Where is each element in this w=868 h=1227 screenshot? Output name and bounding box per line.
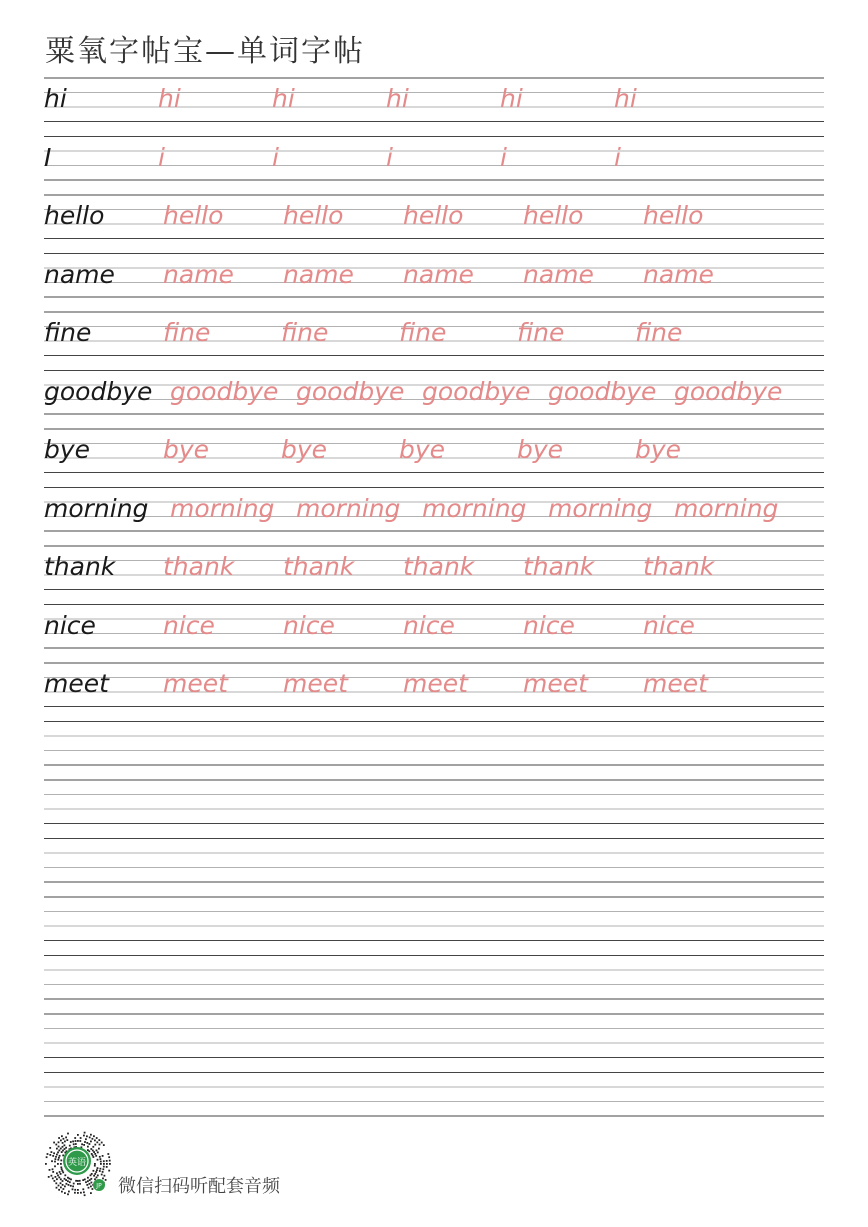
trace-word: nice — [403, 610, 455, 640]
trace-word: goodbye — [674, 376, 783, 406]
qr-dot — [94, 1178, 96, 1180]
trace-word: goodbye — [548, 376, 657, 406]
qr-dot — [97, 1152, 99, 1154]
qr-dot — [93, 1170, 95, 1172]
qr-dot — [60, 1182, 62, 1184]
trace-word: hello — [163, 201, 224, 230]
trace-word: name — [163, 259, 234, 289]
qr-dot — [104, 1175, 106, 1177]
qr-dot — [80, 1192, 82, 1194]
qr-dot — [89, 1179, 91, 1181]
qr-dot — [60, 1148, 62, 1150]
qr-dot — [77, 1183, 79, 1185]
trace-word: nice — [643, 610, 695, 640]
qr-dot — [96, 1137, 98, 1139]
qr-dot — [62, 1180, 64, 1182]
qr-dot — [103, 1160, 105, 1162]
qr-dot — [62, 1172, 64, 1174]
qr-dot — [86, 1184, 88, 1186]
qr-dot — [67, 1180, 69, 1182]
qr-dot — [100, 1168, 102, 1170]
qr-dot — [96, 1150, 98, 1152]
qr-dot — [64, 1192, 66, 1194]
qr-dot — [66, 1139, 68, 1141]
qr-dot — [87, 1180, 89, 1182]
qr-dot — [77, 1180, 79, 1182]
trace-word: meet — [283, 669, 348, 698]
qr-dot — [69, 1145, 71, 1147]
model-word: goodbye — [44, 376, 153, 406]
qr-corner-text: JP — [96, 1182, 102, 1190]
qr-dot — [83, 1135, 85, 1137]
qr-dot — [56, 1187, 58, 1189]
qr-dot — [62, 1142, 64, 1144]
qr-dot — [67, 1193, 69, 1195]
trace-word: i — [158, 142, 165, 172]
trace-word: meet — [403, 669, 468, 698]
qr-dot — [100, 1163, 102, 1165]
model-word: morning — [44, 493, 149, 523]
page-title: 粟氧字帖宝—单词字帖 — [45, 34, 365, 69]
qr-dot — [93, 1135, 95, 1137]
qr-dot — [51, 1151, 53, 1153]
trace-word: name — [283, 259, 354, 289]
qr-dot — [65, 1179, 67, 1181]
trace-word: hello — [643, 201, 704, 230]
qr-dot — [109, 1163, 111, 1165]
trace-word: hi — [386, 84, 409, 113]
qr-dot — [52, 1155, 54, 1157]
trace-word: morning — [674, 493, 779, 523]
qr-dot — [73, 1183, 75, 1185]
trace-word: fine — [399, 318, 447, 347]
trace-word: morning — [296, 493, 401, 523]
qr-dot — [64, 1174, 66, 1176]
qr-dot — [55, 1156, 57, 1158]
qr-dot — [89, 1143, 91, 1145]
qr-dot — [77, 1134, 79, 1136]
qr-dot — [87, 1177, 89, 1179]
trace-word: meet — [523, 669, 588, 698]
qr-dot — [75, 1143, 77, 1145]
qr-dot — [63, 1188, 65, 1190]
trace-word: goodbye — [422, 376, 531, 406]
trace-word: bye — [163, 435, 210, 464]
qr-dot — [82, 1188, 84, 1190]
qr-dot — [58, 1157, 60, 1159]
trace-word: thank — [163, 552, 235, 581]
qr-dot — [84, 1179, 86, 1181]
qr-dot — [84, 1194, 86, 1196]
qr-dot — [95, 1171, 97, 1173]
word-row — [44, 312, 844, 348]
qr-dot — [108, 1156, 110, 1158]
qr-dot — [55, 1182, 57, 1184]
word-row — [44, 429, 844, 465]
qr-dot — [60, 1178, 62, 1180]
qr-dot — [90, 1174, 92, 1176]
qr-dot — [96, 1169, 98, 1171]
qr-dot — [96, 1141, 98, 1143]
model-word: nice — [44, 610, 96, 640]
model-word: bye — [44, 435, 91, 464]
qr-dot — [70, 1185, 72, 1187]
qr-dot — [72, 1186, 74, 1188]
qr-dot — [92, 1138, 94, 1140]
qr-dot — [86, 1142, 88, 1144]
trace-word: bye — [517, 435, 564, 464]
trace-word: fine — [517, 318, 565, 347]
trace-word: fine — [163, 318, 211, 347]
qr-dot — [77, 1192, 79, 1194]
qr-dot — [97, 1159, 99, 1161]
word-row — [44, 195, 844, 231]
qr-dot — [64, 1186, 66, 1188]
qr-dot — [60, 1140, 62, 1142]
trace-word: bye — [399, 435, 446, 464]
trace-word: goodbye — [170, 376, 279, 406]
model-word: I — [44, 142, 52, 172]
qr-dot — [93, 1151, 95, 1153]
word-row — [44, 663, 844, 699]
qr-dot — [98, 1148, 100, 1150]
trace-word: fine — [281, 318, 329, 347]
qr-dot — [79, 1183, 81, 1185]
qr-dot — [86, 1135, 88, 1137]
trace-word: goodbye — [296, 376, 405, 406]
qr-dot — [100, 1158, 102, 1160]
qr-dot — [94, 1144, 96, 1146]
qr-dot — [103, 1166, 105, 1168]
qr-dot — [90, 1186, 92, 1188]
qr-dot — [60, 1163, 62, 1165]
trace-word: i — [500, 142, 507, 172]
model-word: hello — [44, 201, 105, 230]
qr-dot — [47, 1153, 49, 1155]
qr-dot — [54, 1165, 56, 1167]
qr-dot — [60, 1167, 62, 1169]
qr-dot — [100, 1161, 102, 1163]
qr-dot — [66, 1183, 68, 1185]
qr-dot — [68, 1184, 70, 1186]
qr-dot — [58, 1185, 60, 1187]
qr-dot — [56, 1178, 58, 1180]
trace-word: meet — [163, 669, 228, 698]
qr-dot — [55, 1176, 57, 1178]
word-row — [44, 605, 844, 641]
qr-dot — [99, 1170, 101, 1172]
qr-dot — [108, 1170, 110, 1172]
word-row — [44, 254, 844, 290]
qr-dot — [62, 1184, 64, 1186]
qr-dot — [45, 1163, 47, 1165]
qr-dot — [70, 1141, 72, 1143]
trace-word: thank — [403, 552, 475, 581]
trace-word: hi — [614, 84, 637, 113]
qr-dot — [57, 1163, 59, 1165]
qr-dot — [84, 1132, 86, 1134]
qr-dot — [64, 1148, 66, 1150]
model-word: name — [44, 259, 115, 289]
trace-word: name — [403, 259, 474, 289]
qr-dot — [60, 1173, 62, 1175]
qr-dot — [94, 1163, 96, 1165]
qr-dot — [81, 1143, 83, 1145]
qr-dot — [97, 1175, 99, 1177]
qr-dot — [58, 1189, 60, 1191]
qr-dot — [75, 1180, 77, 1182]
trace-word: i — [272, 142, 279, 172]
model-word: fine — [44, 318, 92, 347]
qr-dot — [94, 1153, 96, 1155]
qr-dot — [72, 1188, 74, 1190]
trace-word: morning — [422, 493, 527, 523]
qr-dot — [97, 1167, 99, 1169]
qr-dot — [60, 1160, 62, 1162]
qr-dot — [51, 1175, 53, 1177]
qr-dot — [49, 1154, 51, 1156]
qr-dot — [75, 1140, 77, 1142]
qr-dot — [57, 1175, 59, 1177]
qr-dot — [79, 1140, 81, 1142]
qr-dot — [80, 1137, 82, 1139]
qr-dot — [105, 1179, 107, 1181]
qr-dot — [102, 1168, 104, 1170]
trace-word: fine — [635, 318, 683, 347]
qr-dot — [58, 1150, 60, 1152]
qr-dot — [73, 1143, 75, 1145]
qr-dot — [52, 1171, 54, 1173]
qr-dot — [88, 1150, 90, 1152]
qr-dot — [89, 1183, 91, 1185]
qr-dot — [65, 1137, 67, 1139]
qr-dot — [94, 1165, 96, 1167]
qr-dot — [87, 1146, 89, 1148]
qr-dot — [77, 1189, 79, 1191]
qr-dot — [85, 1181, 87, 1183]
model-word: thank — [44, 552, 116, 581]
qr-dot — [102, 1178, 104, 1180]
qr-dot — [92, 1146, 94, 1148]
qr-dot — [58, 1137, 60, 1139]
qr-dot — [51, 1160, 53, 1162]
qr-dot — [68, 1191, 70, 1193]
qr-dot — [90, 1141, 92, 1143]
qr-dot — [92, 1155, 94, 1157]
qr-dot — [53, 1152, 55, 1154]
qr-dot — [48, 1176, 50, 1178]
qr-dot — [61, 1151, 63, 1153]
trace-word: hello — [283, 201, 344, 230]
trace-word: morning — [548, 493, 653, 523]
qr-dot — [94, 1173, 96, 1175]
qr-dot — [58, 1141, 60, 1143]
trace-word: i — [614, 142, 621, 172]
qr-dot — [55, 1158, 57, 1160]
qr-dot — [57, 1159, 59, 1161]
qr-dot — [91, 1182, 93, 1184]
qr-dot — [99, 1156, 101, 1158]
qr-dot — [65, 1147, 67, 1149]
trace-word: name — [643, 259, 714, 289]
qr-dot — [64, 1141, 66, 1143]
qr-dot — [92, 1150, 94, 1152]
qr-dot — [101, 1174, 103, 1176]
qr-dot — [62, 1155, 64, 1157]
trace-word: hi — [158, 84, 181, 113]
qr-dot — [49, 1169, 51, 1171]
trace-word: morning — [170, 493, 275, 523]
footer-caption: 微信扫码听配套音频 — [118, 1176, 280, 1197]
qr-dot — [74, 1189, 76, 1191]
trace-word: thank — [643, 552, 715, 581]
qr-dot — [90, 1134, 92, 1136]
qr-dot — [84, 1141, 86, 1143]
qr-dot — [64, 1144, 66, 1146]
qr-dot — [103, 1163, 105, 1165]
qr-dot — [56, 1148, 58, 1150]
model-word: hi — [44, 84, 67, 113]
qr-dot — [59, 1155, 61, 1157]
qr-dot — [82, 1179, 84, 1181]
qr-dot — [102, 1155, 104, 1157]
qr-dot — [61, 1135, 63, 1137]
qr-dot — [58, 1177, 60, 1179]
footer — [42, 1128, 342, 1198]
trace-word: nice — [523, 610, 575, 640]
qr-dot — [89, 1137, 91, 1139]
model-word: meet — [44, 669, 109, 698]
qr-dot — [92, 1188, 94, 1190]
qr-dot — [61, 1168, 63, 1170]
qr-dot — [106, 1166, 108, 1168]
trace-word: name — [523, 259, 594, 289]
qr-dot — [109, 1160, 111, 1162]
qr-dot — [56, 1172, 58, 1174]
qr-dot — [90, 1178, 92, 1180]
qr-dot — [63, 1138, 65, 1140]
trace-word: thank — [523, 552, 595, 581]
qr-dot — [93, 1156, 95, 1158]
qr-dot — [70, 1179, 72, 1181]
qr-dot — [79, 1180, 81, 1182]
trace-word: bye — [281, 435, 328, 464]
qr-dot — [52, 1178, 54, 1180]
qr-dot — [85, 1138, 87, 1140]
qr-code-icon[interactable] — [42, 1128, 112, 1198]
trace-word: nice — [163, 610, 215, 640]
qr-dot — [77, 1140, 79, 1142]
trace-word: nice — [283, 610, 335, 640]
qr-dot — [95, 1155, 97, 1157]
qr-dot — [56, 1154, 58, 1156]
qr-dot — [54, 1161, 56, 1163]
qr-dot — [74, 1137, 76, 1139]
qr-dot — [101, 1142, 103, 1144]
qr-dot — [72, 1141, 74, 1143]
qr-dot — [102, 1171, 104, 1173]
qr-dot — [49, 1147, 51, 1149]
qr-dot — [58, 1146, 60, 1148]
qr-dot — [94, 1140, 96, 1142]
qr-dot — [93, 1175, 95, 1177]
qr-dot — [69, 1181, 71, 1183]
qr-dot — [83, 1144, 85, 1146]
qr-dot — [54, 1180, 56, 1182]
qr-dot — [62, 1170, 64, 1172]
qr-dot — [88, 1187, 90, 1189]
qr-dot — [106, 1160, 108, 1162]
word-row — [44, 137, 844, 173]
word-row — [44, 546, 844, 582]
qr-dot — [96, 1177, 98, 1179]
qr-badge-text: 英语 — [67, 1158, 87, 1168]
trace-word: thank — [283, 552, 355, 581]
qr-dot — [67, 1133, 69, 1135]
trace-word: hello — [403, 201, 464, 230]
qr-dot — [99, 1144, 101, 1146]
qr-dot — [52, 1168, 54, 1170]
qr-dot — [62, 1146, 64, 1148]
qr-dot — [106, 1163, 108, 1165]
trace-word: hello — [523, 201, 584, 230]
qr-dot — [53, 1142, 55, 1144]
trace-word: hi — [272, 84, 295, 113]
qr-dot — [90, 1192, 92, 1194]
qr-dot — [74, 1192, 76, 1194]
word-row — [44, 78, 844, 114]
qr-dot — [107, 1153, 109, 1155]
qr-dot — [60, 1187, 62, 1189]
qr-dot — [64, 1178, 66, 1180]
qr-dot — [98, 1139, 100, 1141]
trace-word: i — [386, 142, 393, 172]
qr-dot — [103, 1144, 105, 1146]
qr-dot — [67, 1177, 69, 1179]
qr-dot — [59, 1171, 61, 1173]
trace-word: meet — [643, 669, 708, 698]
qr-dot — [55, 1144, 57, 1146]
qr-dot — [46, 1156, 48, 1158]
qr-dot — [83, 1191, 85, 1193]
trace-word: hi — [500, 84, 523, 113]
qr-dot — [57, 1152, 59, 1154]
word-row — [44, 488, 844, 524]
trace-word: bye — [635, 435, 682, 464]
qr-dot — [61, 1191, 63, 1193]
word-row — [44, 371, 844, 407]
